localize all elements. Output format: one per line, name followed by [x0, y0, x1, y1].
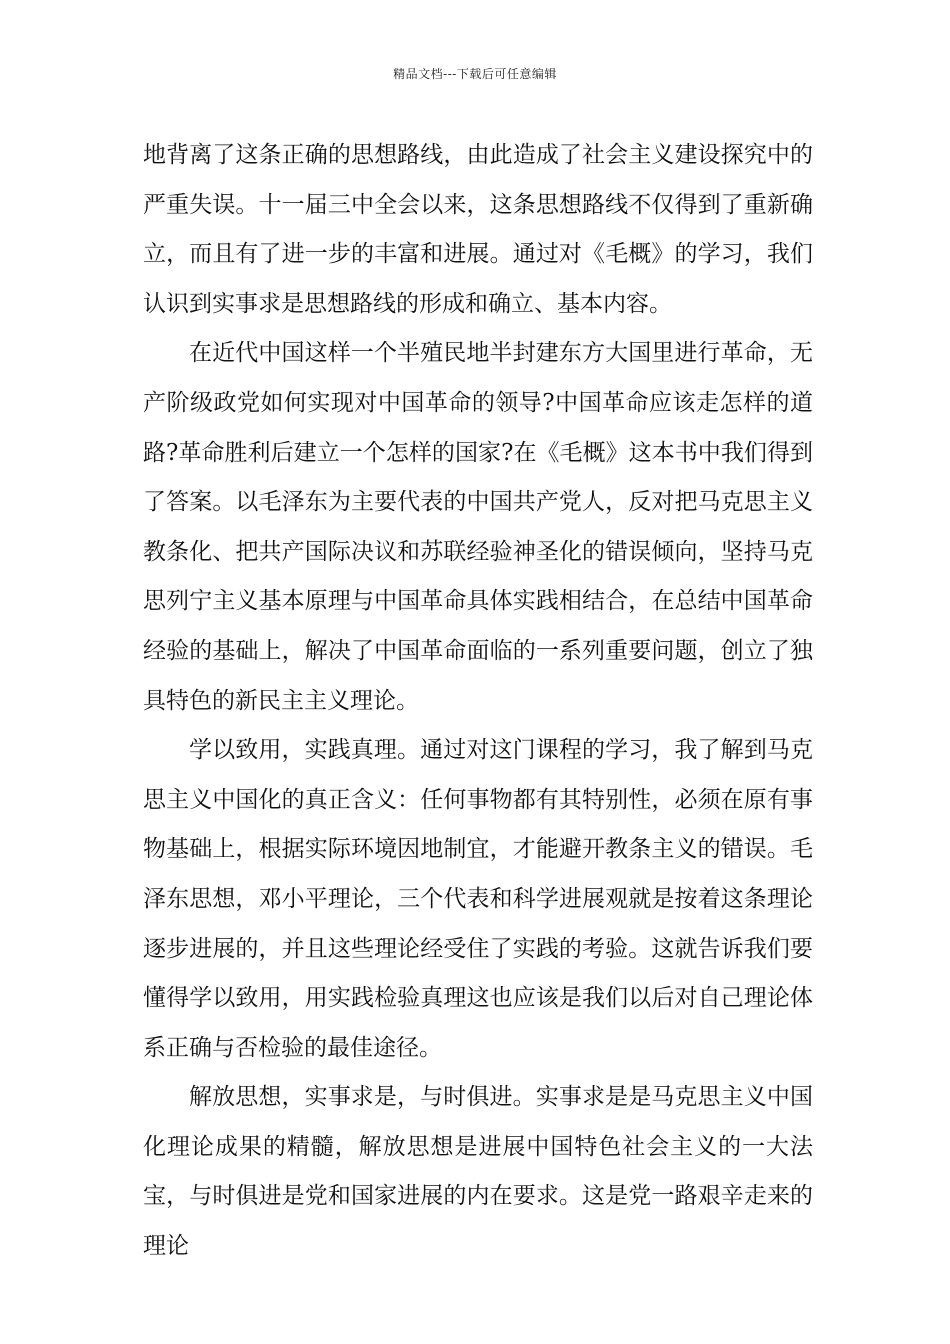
page-header: 精品文档---下载后可任意编辑 [393, 67, 557, 81]
paragraph-3: 学以致用，实践真理。通过对这门课程的学习，我了解到马克思主义中国化的真正含义：任何事物都有其特别性，必须在原有事物基础上，根据实际环境因地制宜，才能避开教条主义的错误。毛泽东思想，邓小平理论，三个代表和科学进展观就是按着这条理论逐步进展的，并且这些理论经受住了实践的考验。这就告诉我们要懂得学以致用，用实践检验真理这也应该是我们以后对自己理论体系正确与否检验的最佳途径。 [143, 737, 813, 1061]
paragraph-2: 在近代中国这样一个半殖民地半封建东方大国里进行革命，无产阶级政党如何实现对中国革命的领导?中国革命应该走怎样的道路?革命胜利后建立一个怎样的国家?在《毛概》这本书中我们得到了答案。以毛泽东为主要代表的中国共产党人，反对把马克思主义教条化、把共产国际决议和苏联经验神圣化的错误倾向，坚持马克思列宁主义基本原理与中国革命具体实践相结合，在总结中国革命经验的基础上，解决了中国革命面临的一系列重要问题，创立了独具特色的新民主主义理论。 [143, 340, 813, 714]
document-body [143, 131, 813, 1272]
paragraph-1: 地背离了这条正确的思想路线，由此造成了社会主义建设探究中的严重失误。十一届三中全会以来，这条思想路线不仅得到了重新确立，而且有了进一步的丰富和进展。通过对《毛概》的学习，我们认识到实事求是思想路线的形成和确立、基本内容。 [143, 142, 813, 317]
paragraph-4: 解放思想，实事求是，与时俱进。实事求是是马克思主义中国化理论成果的精髓，解放思想是进展中国特色社会主义的一大法宝，与时俱进是党和国家进展的内在要求。这是党一路艰辛走来的理论 [143, 1084, 813, 1260]
